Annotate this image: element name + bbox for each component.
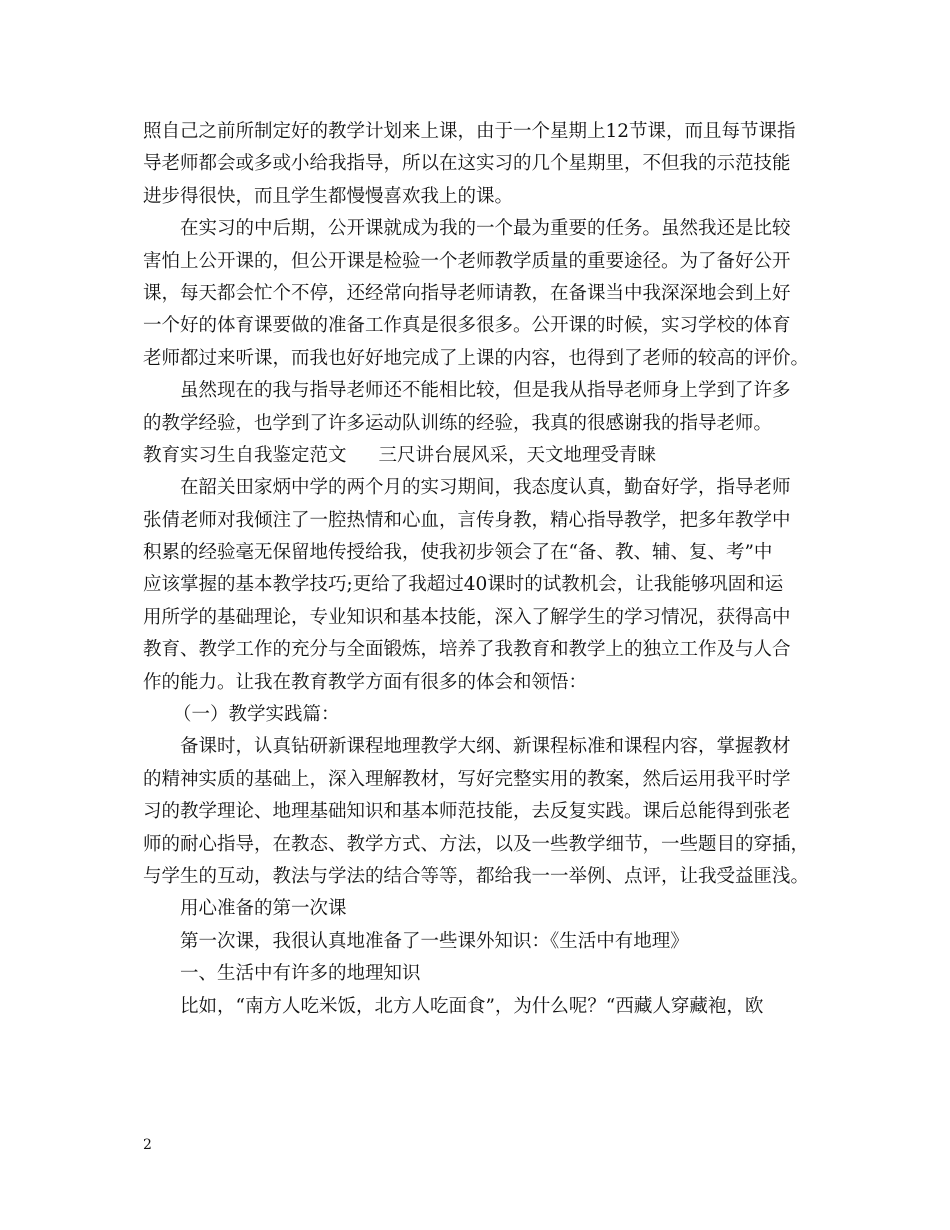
heading-title: 教育实习生自我鉴定范文 — [143, 444, 347, 466]
paragraph-line: 在韶关田家炳中学的两个月的实习期间，我态度认真，勤奋好学，指导老师 — [180, 477, 791, 499]
paragraph-line: 积累的经验毫无保留地传授给我，使我初步领会了在“备、教、辅、复、考”中 — [143, 542, 773, 564]
document-body — [143, 116, 827, 1023]
paragraph-line: 老师都过来听课，而我也好好地完成了上课的内容，也得到了老师的较高的评价。 — [143, 347, 810, 369]
paragraph-line: 一、生活中有许多的地理知识 — [180, 963, 421, 985]
paragraph-line: 第一次课，我很认真地准备了一些课外知识：《生活中有地理》 — [180, 930, 689, 952]
section-heading — [143, 440, 827, 472]
paragraph-line: 教育、教学工作的充分与全面锻炼，培养了我教育和教学上的独立工作及与人合 — [143, 639, 791, 661]
paragraph-line: 作的能力。让我在教育教学方面有很多的体会和领悟： — [143, 671, 588, 693]
paragraph-line: 与学生的互动，教法与学法的结合等等，都给我一一举例、点评，让我受益匪浅。 — [143, 865, 810, 887]
heading-subtitle: 三尺讲台展风采，天文地理受青睐 — [378, 444, 657, 466]
paragraph-line: 一个好的体育课要做的准备工作真是很多很多。公开课的时候，实习学校的体育 — [143, 315, 791, 337]
paragraph-line: 备课时，认真钻研新课程地理教学大纲、新课程标准和课程内容，掌握教材 — [180, 736, 791, 758]
page-number: 2 — [143, 1137, 152, 1153]
paragraph-line: 比如，“南方人吃米饭，北方人吃面食”，为什么呢？“西藏人穿藏袍，欧 — [180, 995, 764, 1017]
paragraph-line: 应该掌握的基本教学技巧;更给了我超过40课时的试教机会，让我能够巩固和运 — [143, 574, 784, 596]
paragraph-line: 的精神实质的基础上，深入理解教材，写好完整实用的教案，然后运用我平时学 — [143, 768, 791, 790]
paragraph-line: 师的耐心指导，在教态、教学方式、方法，以及一些教学细节，一些题目的穿插， — [143, 833, 810, 855]
paragraph-line: 害怕上公开课的，但公开课是检验一个老师教学质量的重要途径。为了备好公开 — [143, 250, 791, 272]
paragraph-line: 用心准备的第一次课 — [180, 898, 347, 920]
paragraph-line: 进步得很快，而且学生都慢慢喜欢我上的课。 — [143, 185, 514, 207]
paragraph-line: 课，每天都会忙个不停，还经常向指导老师请教，在备课当中我深深地会到上好 — [143, 282, 791, 304]
paragraph-line: 照自己之前所制定好的教学计划来上课，由于一个星期上12节课，而且每节课指 — [143, 121, 796, 142]
subsection-title: （一）教学实践篇： — [173, 704, 340, 726]
paragraph-line: 习的教学理论、地理基础知识和基本师范技能，去反复实践。课后总能得到张老 — [143, 801, 791, 823]
paragraph-line: 张倩老师对我倾注了一腔热情和心血，言传身教，精心指导教学，把多年教学中 — [143, 509, 791, 531]
paragraph-line: 用所学的基础理论，专业知识和基本技能，深入了解学生的学习情况，获得高中 — [143, 606, 791, 628]
paragraph-line: 的教学经验，也学到了许多运动队训练的经验，我真的很感谢我的指导老师。 — [143, 412, 773, 434]
paragraph-line: 虽然现在的我与指导老师还不能相比较，但是我从指导老师身上学到了许多 — [180, 380, 791, 402]
paragraph-line: 在实习的中后期，公开课就成为我的一个最为重要的任务。虽然我还是比较 — [180, 218, 791, 240]
paragraph-line: 导老师都会或多或小给我指导，所以在这实习的几个星期里，不但我的示范技能 — [143, 153, 791, 175]
